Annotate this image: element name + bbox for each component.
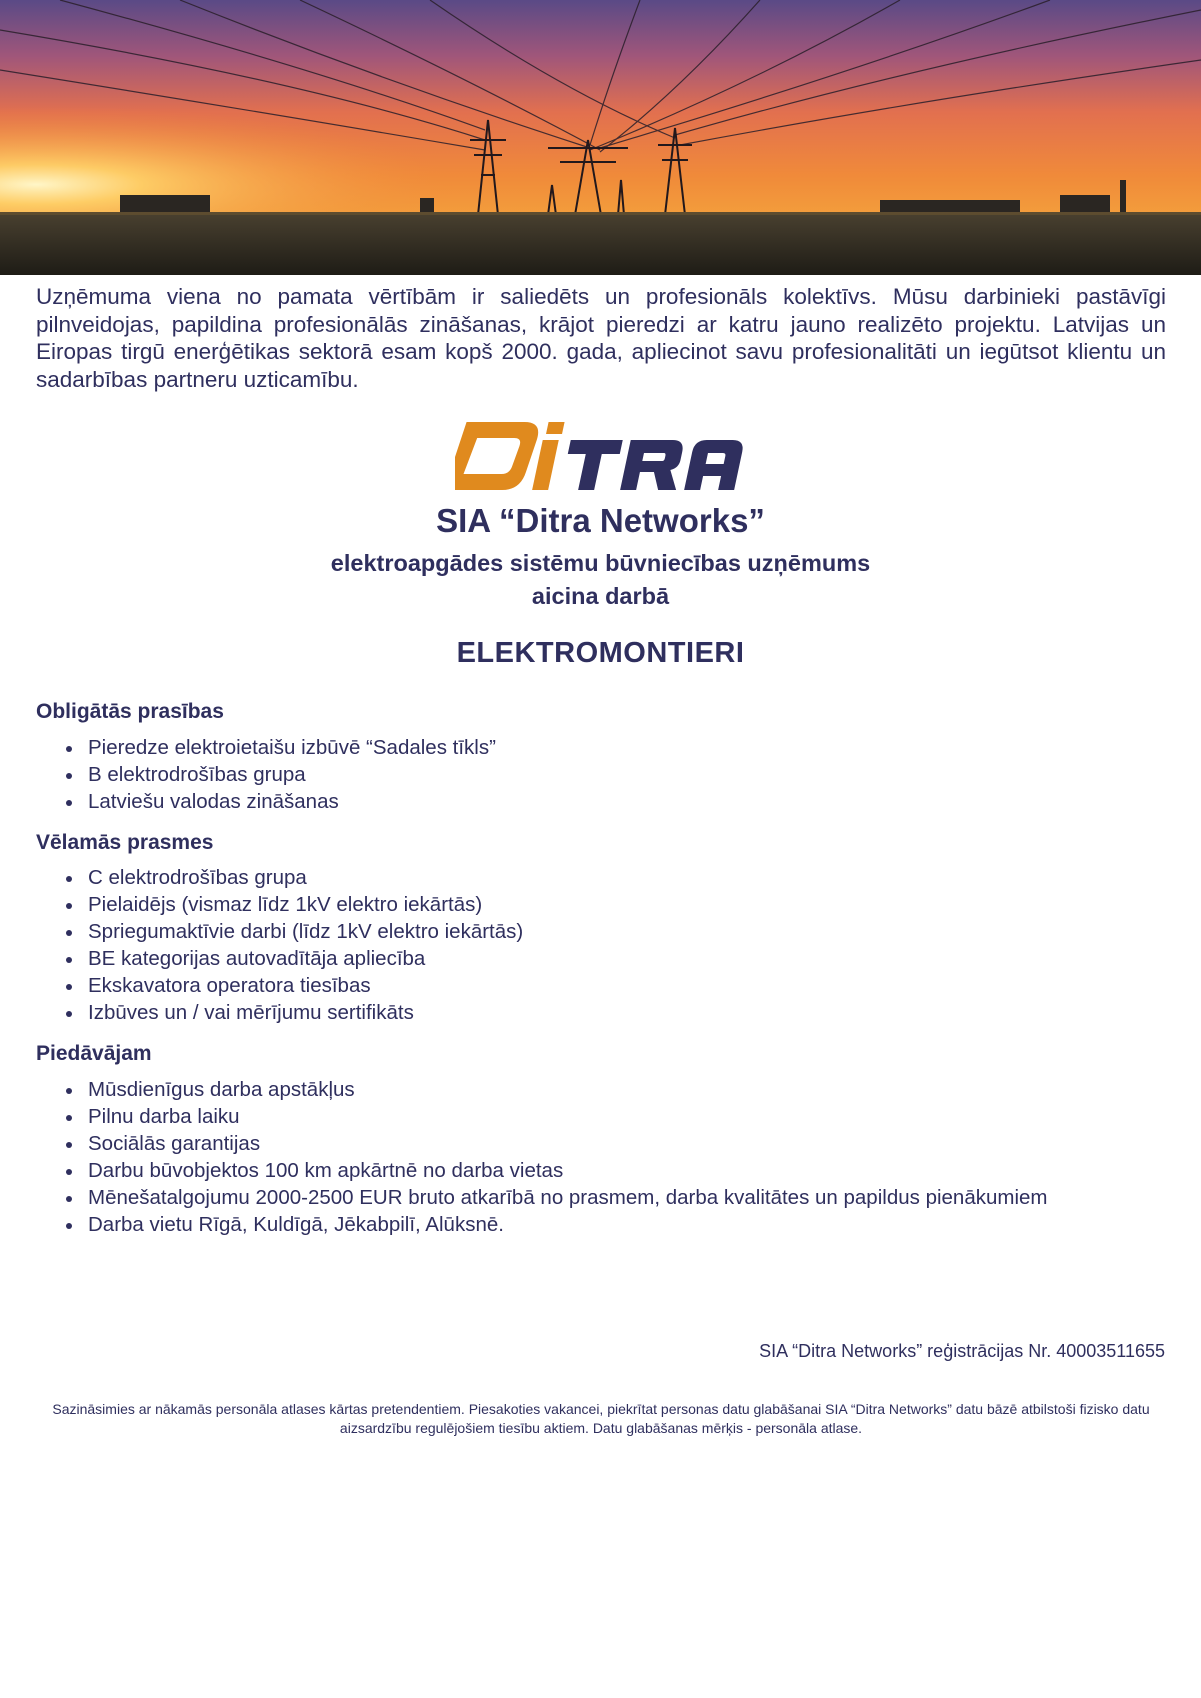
required-list [36,734,496,815]
company-subtitle-line2: aicina darbā [531,583,670,609]
company-name: SIA “Ditra Networks” [436,502,765,539]
list-item: B elektrodrošības grupa [36,761,496,788]
list-item: BE kategorijas autovadītāja apliecība [36,945,523,972]
list-item: Mūsdienīgus darba apstākļus [36,1076,1048,1103]
offer-list [36,1076,1048,1238]
section-title-required: Obligātās prasības [36,700,224,723]
list-item: Mēnešatalgojumu 2000-2500 EUR bruto atkarībā no prasmem, darba kvalitātes un papildus pienākumiem [36,1184,1048,1211]
registration-number: SIA “Ditra Networks” reģistrācijas Nr. 40003511655 [759,1341,1165,1361]
list-item: Izbūves un / vai mērījumu sertifikāts [36,999,523,1026]
section-title-offer: Piedāvājam [36,1042,152,1065]
privacy-disclaimer: Sazināsimies ar nākamās personāla atlases kārtas pretendentiem. Piesakoties vakancei, piekrītat personas datu glabāšanai SIA “Ditra Networks” datu bāzē atbilstoši fizisko datu aizsardzību regulējošiem tiesību aktiem. Datu glabāšanas mērķis - personāla atlase. [52,1401,1150,1436]
list-item: Darbu būvobjektos 100 km apkārtnē no darba vietas [36,1157,1048,1184]
list-item: Pielaidējs (vismaz līdz 1kV elektro iekārtās) [36,891,523,918]
list-item: C elektrodrošības grupa [36,864,523,891]
company-subtitle-line1: elektroapgādes sistēmu būvniecības uzņēmums [330,550,871,576]
list-item: Ekskavatora operatora tiesības [36,972,523,999]
list-item: Darba vietu Rīgā, Kuldīgā, Jēkabpilī, Alūksnē. [36,1211,1048,1238]
hero-image-power-lines-sunset [0,0,1201,275]
list-item: Latviešu valodas zināšanas [36,788,496,815]
list-item: Sociālās garantijas [36,1130,1048,1157]
ditra-logo [455,420,745,492]
desired-list [36,864,523,1026]
job-position-title: ELEKTROMONTIERI [456,637,745,669]
intro-paragraph: Uzņēmuma viena no pamata vērtībām ir saliedēts un profesionāls kolektīvs. Mūsu darbinieki pastāvīgi pilnveidojas, papildina profesionālās zināšanas, krājot pieredzi ar katru jauno realizēto projektu. Latvijas un Eiropas tirgū enerģētikas sektorā esam kopš 2000. gada, apliecinot savu profesionalitāti un iegūtsot klientu un sadarbības partneru uzticamību. [36,284,1166,392]
section-title-desired: Vēlamās prasmes [36,831,214,854]
list-item: Pieredze elektroietaišu izbūvē “Sadales tīkls” [36,734,496,761]
list-item: Pilnu darba laiku [36,1103,1048,1130]
list-item: Spriegumaktīvie darbi (līdz 1kV elektro iekārtās) [36,918,523,945]
